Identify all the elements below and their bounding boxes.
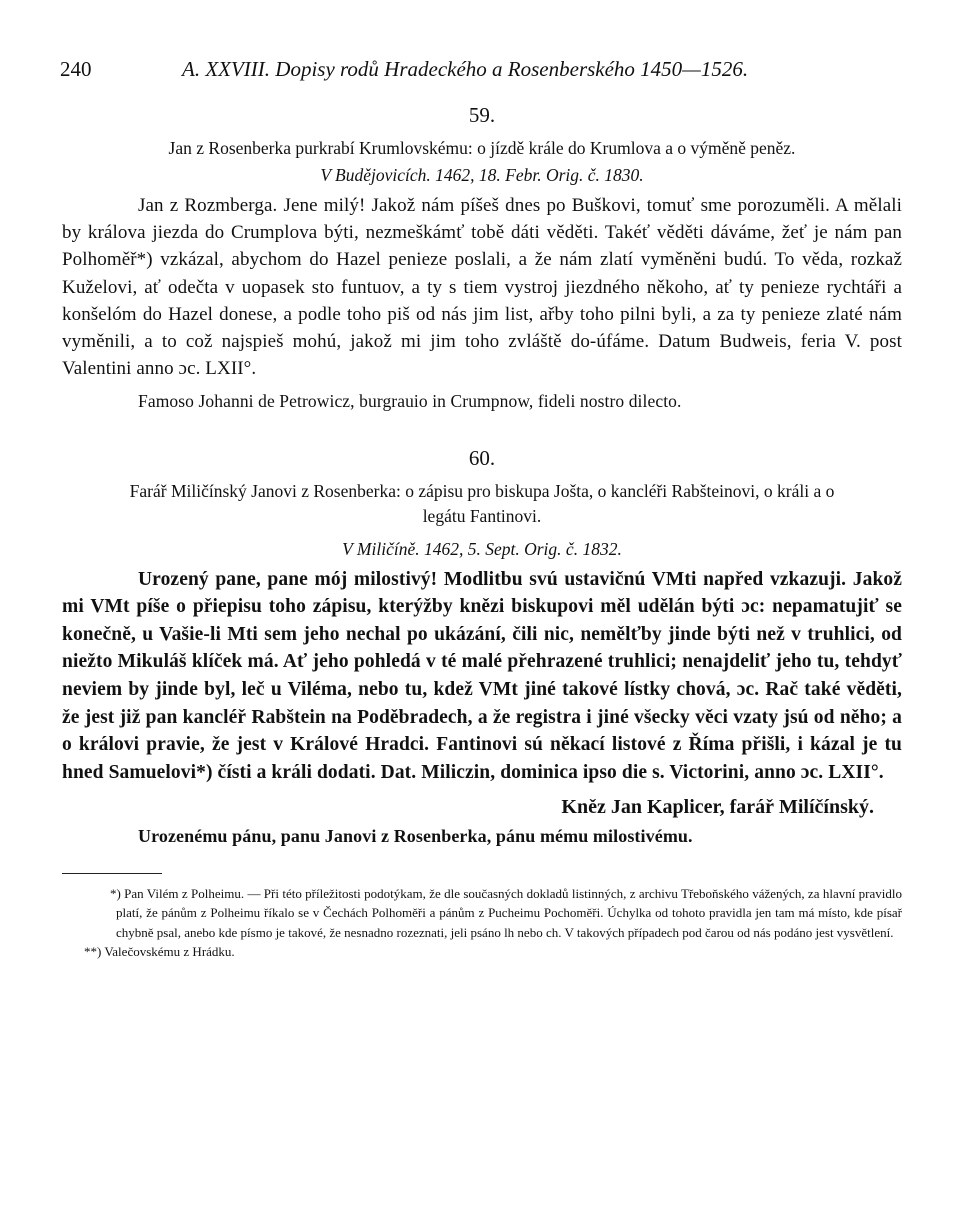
document-59 <box>62 103 902 416</box>
footnote-rule <box>62 873 162 874</box>
footnote-2: **) Valečovskému z Hrádku. <box>84 944 235 960</box>
footnote-1: *) Pan Vilém z Polheimu. — Při této příležitosti podotýkam, že dle současných dokladů listinných, z archivu Třeboňského vážených, za hlavní pravidlo platí, že pánům z Polheimu říkalo se v Čechách Polhoměři a pánům z Pucheimu Pochoměři. Úchylka od tohoto pravidla jen tam má místo, kde písař chybně psal, anebo kde písmo je takové, že nesnadno rozeznati, jeli psáno lh nebo ch. V takových případech pod čarou od nás podáno jest vysvětlení. <box>110 885 902 940</box>
letter-text: Urozený pane, pane mój milostivý! Modlitbu svú ustavičnú VMti napřed vzkazuji. Jakož mi VMt píše o přiepisu toho zápisu, kterýžby knězi biskupovi měl udělán býti ɔc: nepamatujiť se konečně, u Vašie-li Mti sem jeho nechal po ukázání, čili nic, nemělťby jinde býti než v truhlici, od niežto Mikuláš klíček má. Ať jeho pohledá v té malé přehrazené truhlici; nenajdeliť jeho tu, tehdyť neviem by jinde byl, leč u Viléma, nebo tu, kdež VMt jiné takové lístky chová, ɔc. Rač také věděti, že jest již pan kancléř Rabštein na Poděbradech, a že registra i jiné všecky věci vzaty jsú od něho; a o královi pravie, že jest v Králové Hradci. Fantinovi sú někací listové z Říma přišli, i kázal je tu hned Samuelovi*) čísti a králi dodati. Dat. Miliczin, dominica ipso die s. Victorini, anno ɔc. LXII°. <box>62 568 902 783</box>
letter-address: Urozenému pánu, panu Janovi z Rosenberka, pánu mému milostivému. <box>138 826 693 847</box>
footnotes <box>62 884 902 962</box>
running-title: A. XXVIII. Dopisy rodů Hradeckého a Rosenberského 1450—1526. <box>182 57 749 81</box>
document-date-line: V Budějovicích. 1462, 18. Febr. Orig. č. 1830. <box>320 165 644 185</box>
running-header <box>62 55 902 91</box>
letter-text: Jan z Rozmberga. Jene milý! Jakož nám píšeš dnes po Buškovi, tomuť sme porozuměli. A mělali by králova jiezda do Crumplova býti, nezmeškámť tobě dáti věděti. Takéť věděti dáváme, žeť je nám pan Polhoměř*) vzkázal, abychom do Hazel penieze poslali, a že nám zlatí vyměněni budú. To věda, rozkaž Kuželovi, ať odečta v uopasek sto funtuov, a ty s tiem vystroj jiezdného někoho, ať ty penieze rychtáři a konšelóm do Hazel donese, a podle toho piš od nás jim list, ařby toho pilni byli, a za ty penieze zlaté nám vyměnili, a to což najspieš mohú, jakož mi jim toho zvláště do-úfáme. Datum Budweis, feria V. post Valentini anno ɔc. LXII°. <box>62 195 902 380</box>
document-60 <box>62 446 902 851</box>
document-date-line: V Miličíně. 1462, 5. Sept. Orig. č. 1832. <box>342 538 622 559</box>
document-page <box>62 55 902 962</box>
document-regest: Farář Miličínský Janovi z Rosenberka: o zápisu pro biskupa Jošta, o kancléři Rabšteinovi, o králi a o legátu Fantinovi. <box>129 480 835 526</box>
document-number: 60. <box>468 445 496 470</box>
document-regest: Jan z Rosenberka purkrabí Krumlovskému: o jízdě krále do Krumlova a o výměně peněz. <box>168 138 796 158</box>
letter-address: Famoso Johanni de Petrowicz, burgrauio in Crumpnow, fideli nostro dilecto. <box>138 391 682 412</box>
document-number: 59. <box>468 103 496 127</box>
letter-signature: Kněz Jan Kaplicer, farář Milíčínský. <box>561 796 874 819</box>
page-number: 240 <box>60 57 92 81</box>
